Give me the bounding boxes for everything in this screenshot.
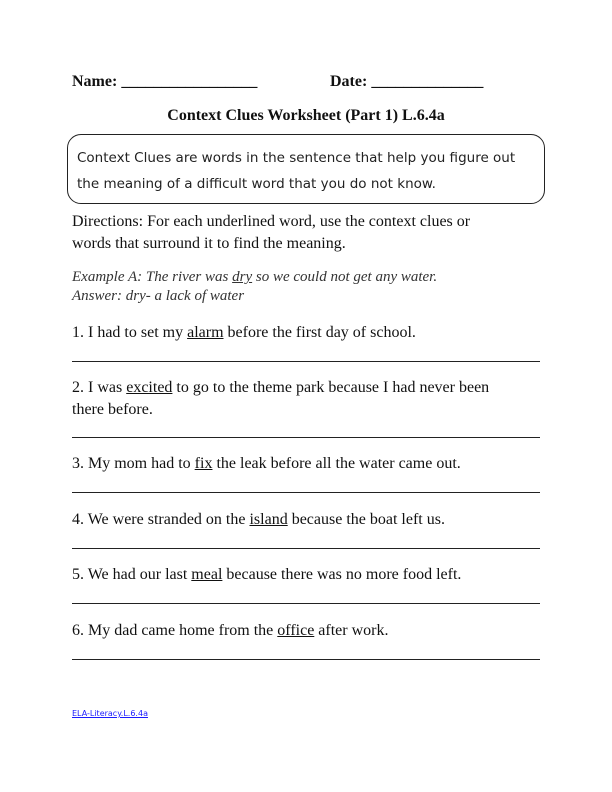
date-field-label: Date: ______________ [330, 73, 484, 90]
example-prefix: Example A: The river was [72, 269, 233, 285]
underlined-word: office [277, 622, 315, 639]
example-underlined-word: dry [232, 269, 253, 285]
answer-line-6[interactable] [72, 659, 540, 660]
answer-line-3[interactable] [72, 492, 540, 493]
question-text-after: because there was no more food left. [222, 566, 462, 583]
example-suffix: so we could not get any water. [252, 269, 438, 285]
name-field-label: Name: _________________ [72, 73, 258, 90]
question-text-before: I had to set my [88, 324, 188, 341]
answer-line-2[interactable] [72, 437, 540, 438]
definition-line-2: the meaning of a difficult word that you do not know. [77, 176, 436, 192]
question-text-after: to go to the theme park because I had never been there before. [72, 379, 490, 418]
question-text-after: because the boat left us. [287, 511, 445, 528]
standard-link[interactable]: ELA-Literacy.L.6.4a [72, 709, 148, 718]
underlined-word: excited [126, 379, 173, 396]
question-text-before: We were stranded on the [87, 511, 250, 528]
question-text-before: My mom had to [88, 455, 195, 472]
question-number: 6. [72, 622, 84, 639]
question-3 [72, 453, 542, 475]
question-4 [72, 509, 542, 531]
question-1 [72, 322, 542, 344]
question-number: 2. [72, 379, 84, 396]
question-5 [72, 564, 542, 586]
underlined-word: fix [194, 455, 213, 472]
worksheet-title: Context Clues Worksheet (Part 1) L.6.4a [167, 107, 445, 124]
directions [72, 211, 542, 255]
question-text-after: after work. [314, 622, 389, 639]
answer-line-5[interactable] [72, 603, 540, 604]
underlined-word: island [249, 511, 288, 528]
answer-line-1[interactable] [72, 361, 540, 362]
directions-line-1: Directions: For each underlined word, use the context clues or [72, 213, 471, 230]
question-6 [72, 620, 542, 642]
question-number: 3. [72, 455, 84, 472]
question-2 [72, 377, 517, 421]
example-block [72, 268, 542, 306]
answer-line-4[interactable] [72, 548, 540, 549]
question-number: 1. [72, 324, 84, 341]
example-answer: Answer: dry- a lack of water [72, 288, 245, 304]
question-text-after: before the first day of school. [223, 324, 416, 341]
question-text-before: We had our last [87, 566, 192, 583]
directions-line-2: words that surround it to find the meaning. [72, 235, 346, 252]
question-text-before: I was [88, 379, 127, 396]
underlined-word: alarm [187, 324, 224, 341]
example-sentence [72, 268, 542, 287]
underlined-word: meal [191, 566, 223, 583]
question-text-before: My dad came home from the [88, 622, 278, 639]
question-text-after: the leak before all the water came out. [212, 455, 461, 472]
definition-box [67, 134, 545, 204]
definition-line-1: Context Clues are words in the sentence that help you figure out [77, 150, 516, 166]
question-number: 4. [72, 511, 84, 528]
question-number: 5. [72, 566, 84, 583]
